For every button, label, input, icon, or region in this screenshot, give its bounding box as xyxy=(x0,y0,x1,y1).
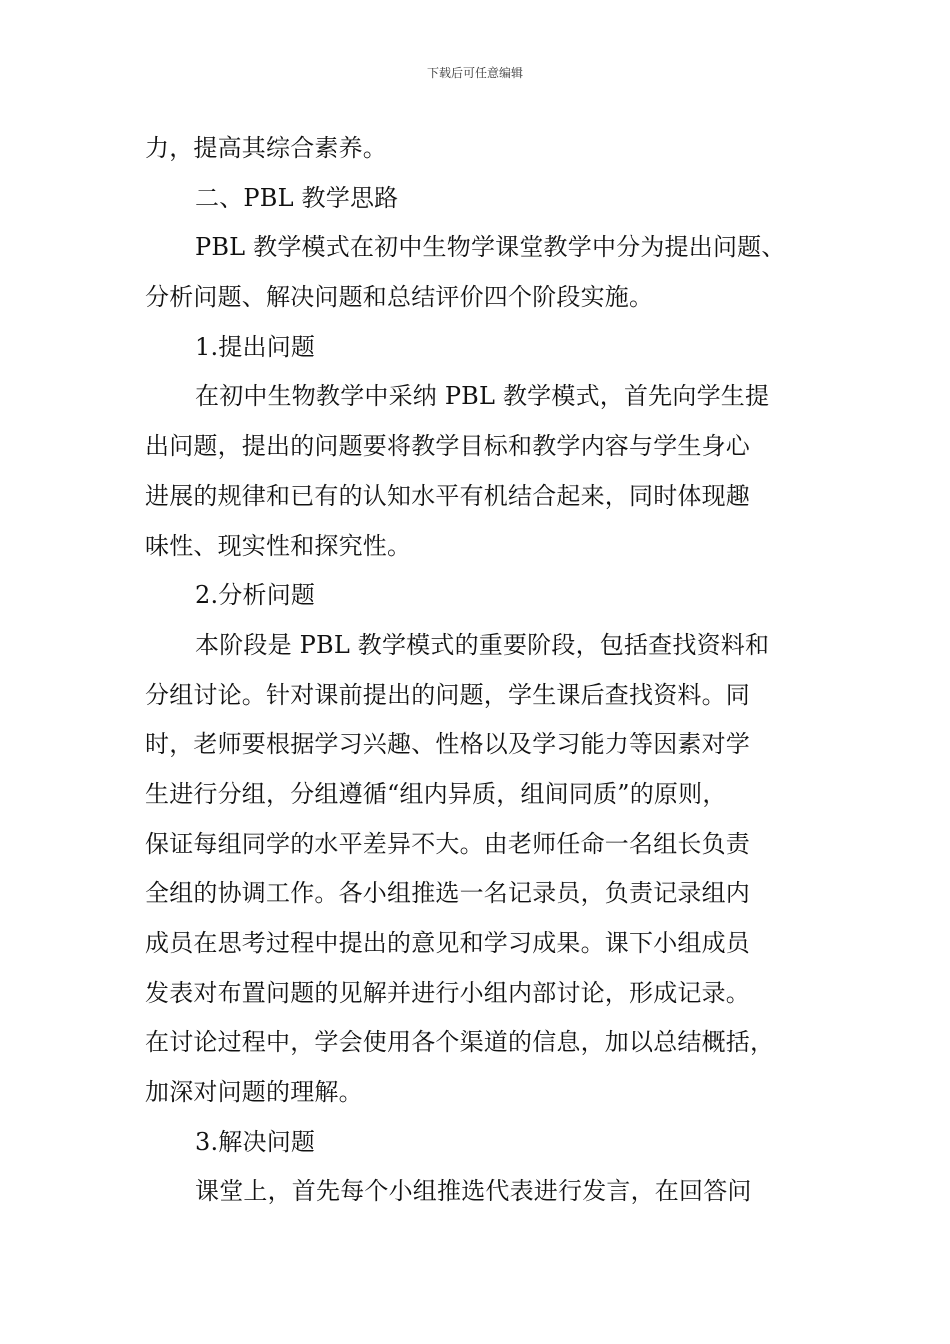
text-line: 加深对问题的理解。 xyxy=(145,1078,363,1107)
section-heading: 二、PBL 教学思路 xyxy=(195,183,399,212)
paragraph-start: 本阶段是 PBL 教学模式的重要阶段，包括查找资料和 xyxy=(195,630,770,659)
paragraph-start: 课堂上，首先每个小组推选代表进行发言，在回答问 xyxy=(195,1177,752,1206)
text-line: 保证每组同学的水平差异不大。由老师任命一名组长负责 xyxy=(145,829,750,858)
text-line: 在讨论过程中，学会使用各个渠道的信息，加以总结概括， xyxy=(145,1028,775,1057)
text-line: 生进行分组，分组遵循“组内异质，组间同质”的原则， xyxy=(145,779,727,808)
page-header: 下载后可任意编辑 xyxy=(426,66,523,80)
text-line: 全组的协调工作。各小组推选一名记录员，负责记录组内 xyxy=(145,879,750,908)
text-line: 味性、现实性和探究性。 xyxy=(145,531,412,560)
text-line: 发表对布置问题的见解并进行小组内部讨论，形成记录。 xyxy=(145,978,750,1007)
text-line: 力，提高其综合素养。 xyxy=(145,134,387,162)
text-line: 时，老师要根据学习兴趣、性格以及学习能力等因素对学 xyxy=(145,730,750,759)
paragraph-start: PBL 教学模式在初中生物学课堂教学中分为提出问题、 xyxy=(195,233,786,262)
text-line: 分组讨论。针对课前提出的问题，学生课后查找资料。同 xyxy=(145,680,750,709)
text-line: 出问题，提出的问题要将教学目标和教学内容与学生身心 xyxy=(145,432,750,461)
paragraph-start: 在初中生物教学中采纳 PBL 教学模式，首先向学生提 xyxy=(195,382,770,411)
text-line: 进展的规律和已有的认知水平有机结合起来，同时体现趣 xyxy=(145,481,750,510)
subsection-heading: 3.解决问题 xyxy=(195,1127,316,1156)
text-line: 分析问题、解决问题和总结评价四个阶段实施。 xyxy=(145,283,654,312)
text-line: 成员在思考过程中提出的意见和学习成果。课下小组成员 xyxy=(145,929,750,957)
subsection-heading: 2.分析问题 xyxy=(195,581,316,610)
document-body xyxy=(145,124,805,1217)
subsection-heading: 1.提出问题 xyxy=(195,332,316,361)
